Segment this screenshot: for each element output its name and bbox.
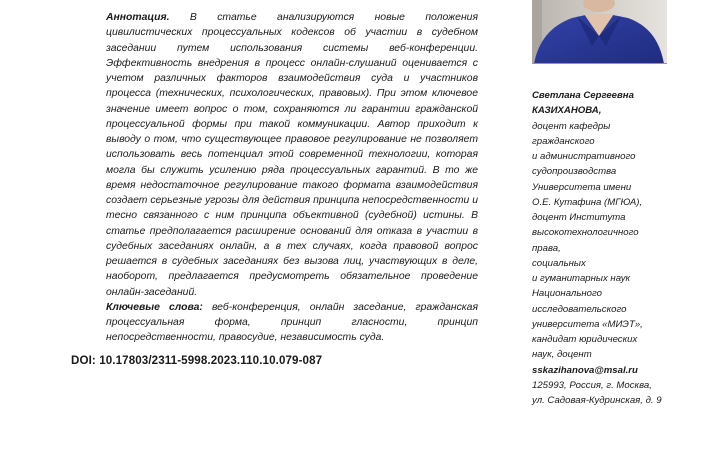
author-address-line: 125993, Россия, г. Москва, (532, 379, 652, 391)
abstract-block (106, 10, 478, 346)
author-last-name: КАЗИХАНОВА, (532, 105, 602, 117)
abstract-label: Аннотация. (106, 12, 170, 23)
author-position-line: гражданского (532, 135, 595, 147)
abstract-paragraph (106, 10, 478, 300)
abstract-text: В статье анализируются новые положения цивилистических процессуальных кодексов об участии в судебном заседании путем использования системы веб-конференции. Эффективность внедрения в процесс онлайн-слушаний оценивается с учетом различных факторов взаимодействия суда и участников процесса (технических, психологических, правовых). При этом ключевое значение имеет вопрос о том, сохраняются ли гарантии гражданской процессуальной формы при такой коммуникации. Автор приходит к выводу о том, что существующее правовое регулирование не позволяет использовать весь потенциал этой современной технологии, которая могла бы служить усилению ряда процессуальных гарантий. В то же время недостаточное регулирование такого формата взаимодействия создает серьезные угрозы для действия принципа непосредственности и тесно связанного с ним принципа объективной (судебной) истины. В статье предполагается расширение оснований для отказа в участии в судебных заседаниях онлайн, а в тех случаях, когда правовой вопрос решается в судебных заседаниях без вызова лиц, участвующих в деле, наоборот, предлагается предусмотреть обязательное проведение онлайн-заседаний. (106, 12, 478, 298)
author-position-line: университета «МИЭТ», (532, 318, 643, 330)
author-position-line: Университета имени (532, 181, 632, 193)
author-photo (532, 0, 667, 64)
author-email-link[interactable]: sskazihanova@msal.ru (532, 364, 638, 376)
author-info (532, 88, 682, 408)
keywords-paragraph (106, 300, 478, 346)
author-first-names: Светлана Сергеевна (532, 90, 634, 101)
author-address-line: ул. Садовая-Кудринская, д. 9 (532, 395, 662, 406)
author-photo-image (532, 0, 667, 64)
author-position-line: и гуманитарных наук (532, 273, 631, 284)
author-position-line: кандидат юридических (532, 334, 638, 345)
author-position-line: высокотехнологичного (532, 227, 639, 239)
doi-line: DOI: 10.17803/2311-5998.2023.110.10.079-087 (71, 354, 323, 367)
author-position-line: доцент Института (532, 212, 626, 223)
keywords-text: веб-конференция, онлайн заседание, гражданская процессуальная форма, принцип гласности, принцип непосредственности, правосудие, независимость суда. (106, 301, 478, 344)
author-position-line: наук, доцент (532, 349, 592, 361)
author-position-line: социальных (532, 257, 586, 269)
author-position-line: судопроизводства (532, 166, 617, 178)
author-position-line: Национального (532, 288, 602, 300)
author-position-line: и административного (532, 151, 636, 162)
keywords-label: Ключевые слова: (106, 301, 203, 313)
author-position-line: О.Е. Кутафина (МГЮА), (532, 196, 643, 208)
author-position-line: доцент кафедры (532, 120, 611, 132)
author-position-line: исследовательского (532, 303, 627, 315)
author-position-line: права, (532, 242, 561, 254)
